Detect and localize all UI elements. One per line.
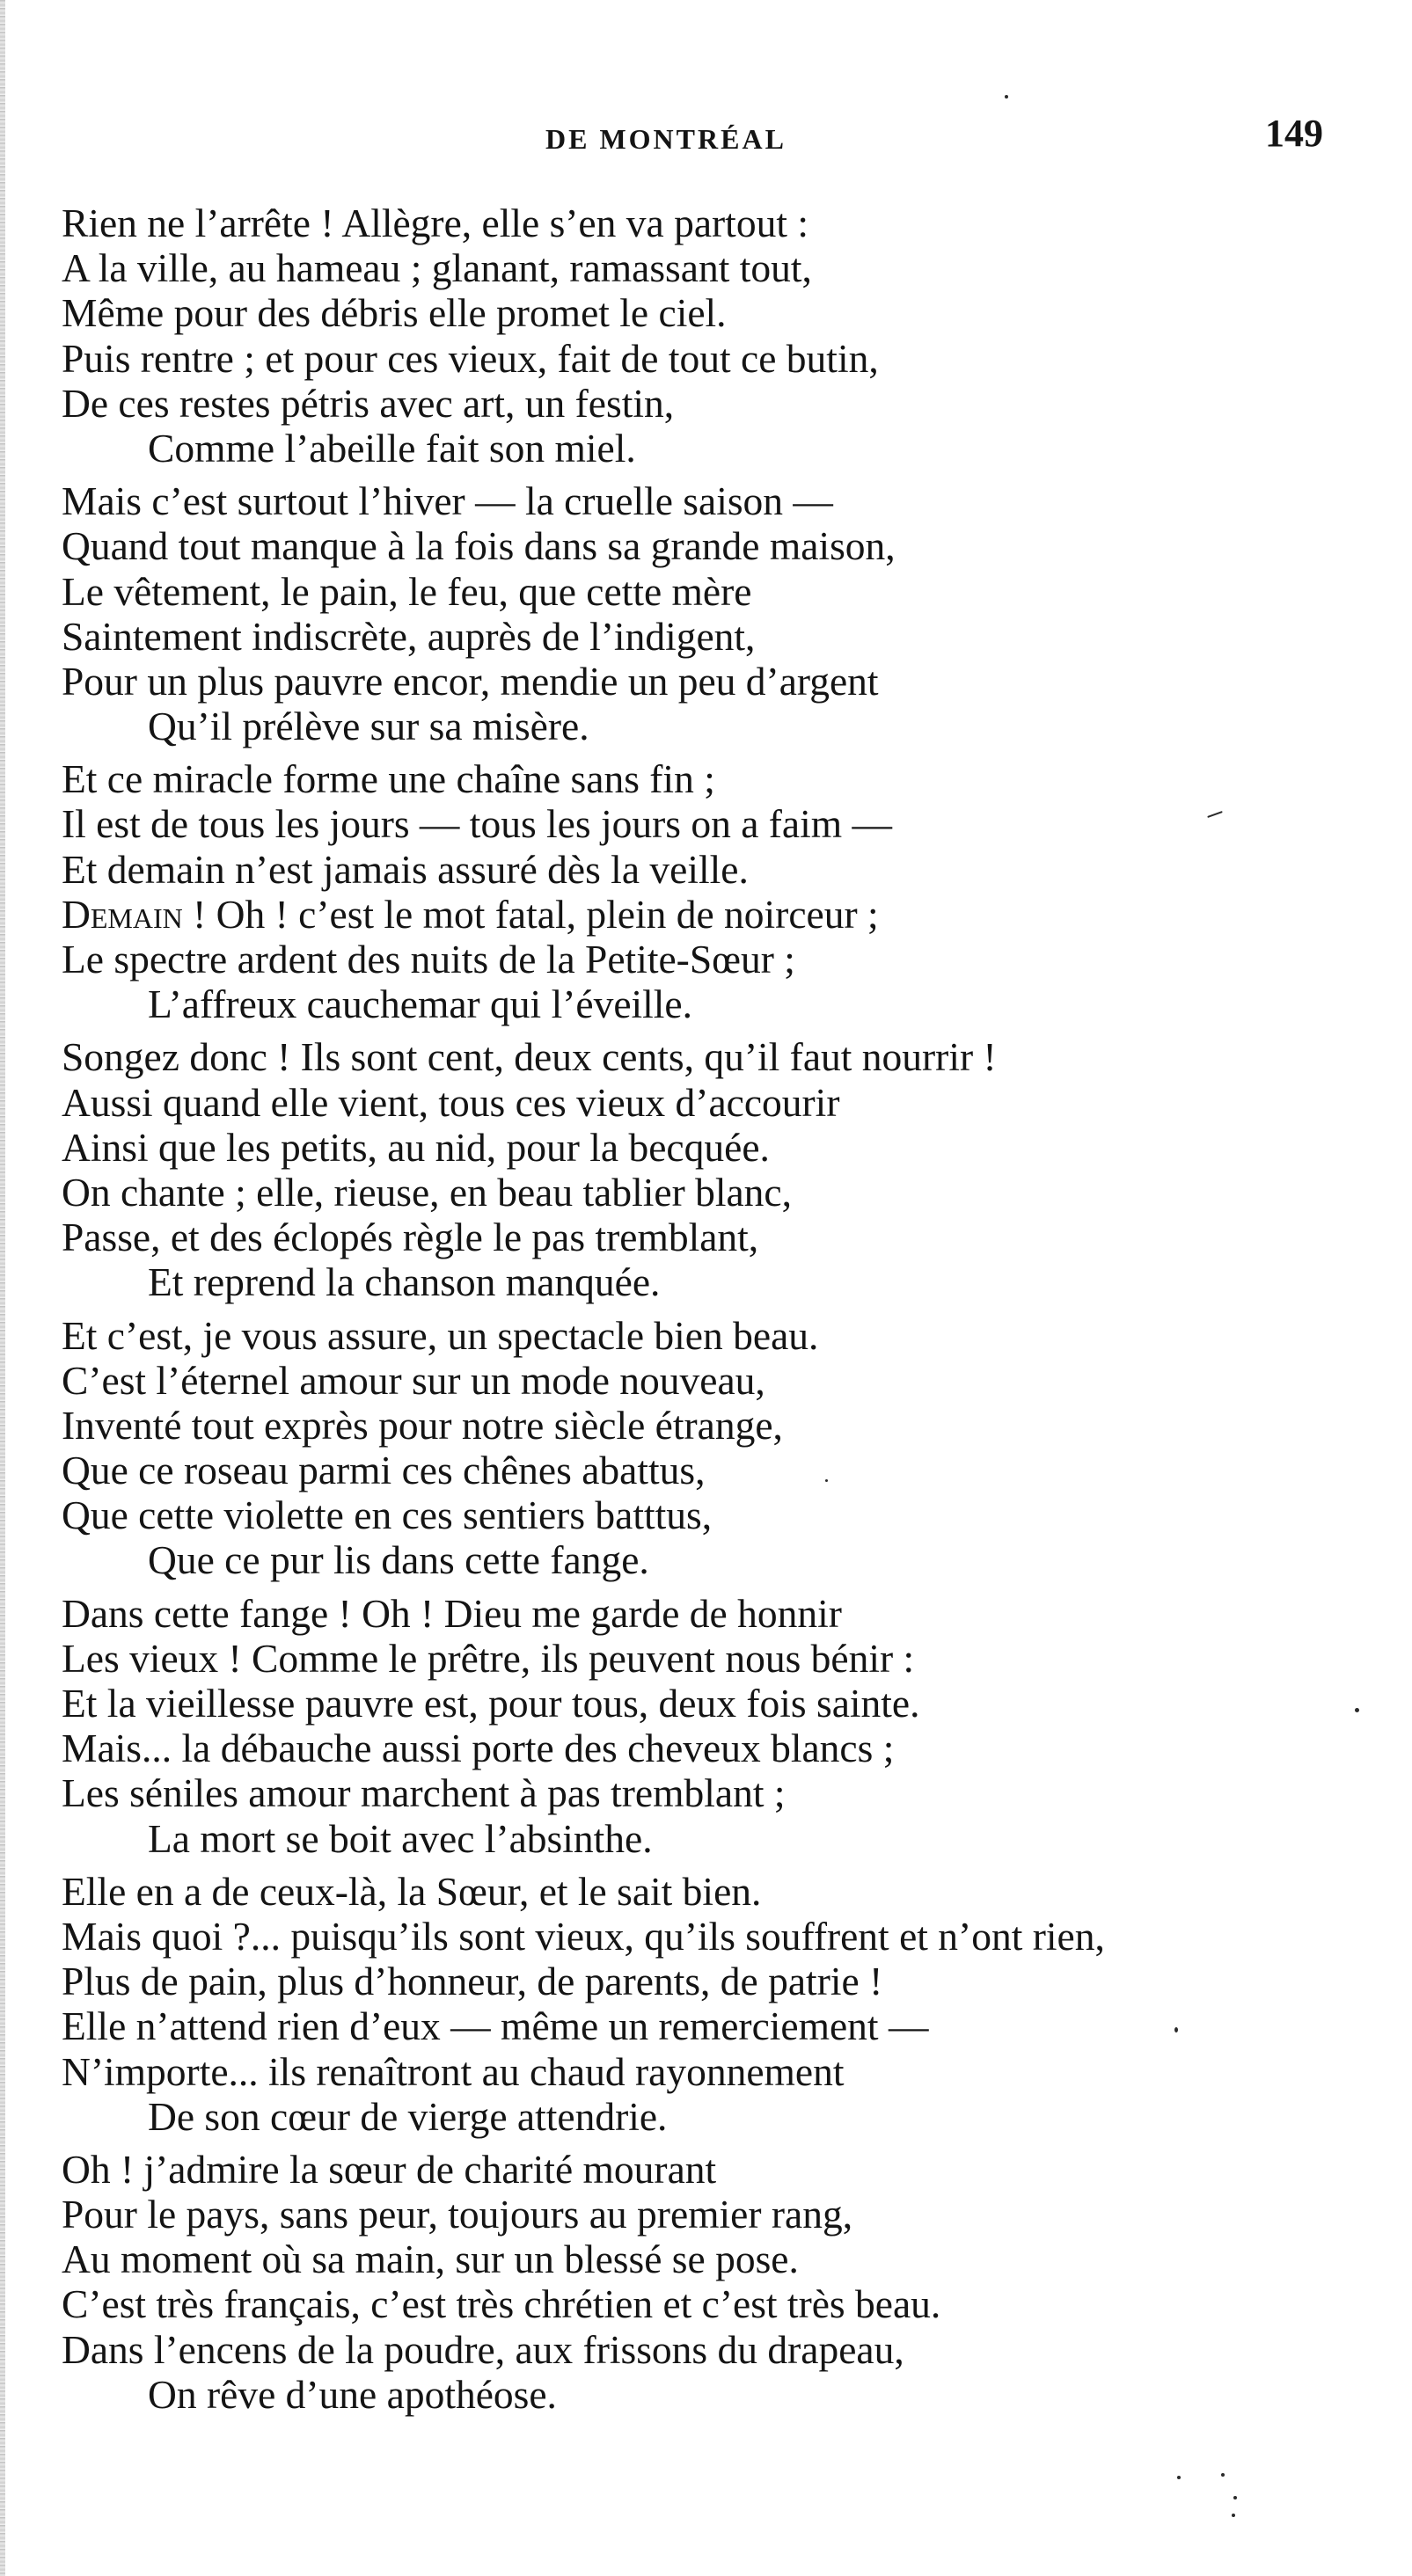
ink-speck	[1232, 2514, 1235, 2517]
verse-line: Elle n’attend rien d’eux — même un remerciement —	[62, 2003, 929, 2049]
stanza-2	[62, 478, 1381, 748]
running-head	[0, 112, 1412, 167]
verse-line: Même pour des débris elle promet le ciel.	[62, 290, 727, 336]
verse-line-refrain: Qu’il prélève sur sa misère.	[148, 704, 589, 749]
verse-line: Et demain n’est jamais assuré dès la veille.	[62, 846, 749, 892]
smallcaps-word: Demain	[62, 891, 183, 937]
verse-line: Elle en a de ceux-là, la Sœur, et le sait bien.	[62, 1868, 762, 1914]
page-gutter-edge	[0, 0, 5, 2576]
verse-line-rest: ! Oh ! c’est le mot fatal, plein de noirceur ;	[193, 891, 879, 937]
poem	[62, 201, 1381, 2425]
verse-line: Plus de pain, plus d’honneur, de parents, de patrie !	[62, 1959, 883, 2004]
verse-line: Pour un plus pauvre encor, mendie un peu d’argent	[62, 658, 879, 704]
verse-line-refrain: La mort se boit avec l’absinthe.	[148, 1815, 653, 1861]
verse-line: A la ville, au hameau ; glanant, ramassant tout,	[62, 245, 812, 291]
verse-line: Que cette violette en ces sentiers batttus,	[62, 1492, 713, 1538]
verse-line: Passe, et des éclopés règle le pas tremblant,	[62, 1215, 759, 1260]
verse-line: Dans cette fange ! Oh ! Dieu me garde de honnir	[62, 1590, 842, 1636]
verse-line: Mais quoi ?... puisqu’ils sont vieux, qu’ils souffrent et n’ont rien,	[62, 1913, 1105, 1959]
verse-line-refrain: De son cœur de vierge attendrie.	[148, 2093, 668, 2139]
verse-line: Puis rentre ; et pour ces vieux, fait de tout ce butin,	[62, 335, 879, 381]
ink-speck	[1005, 95, 1008, 99]
verse-line: Et la vieillesse pauvre est, pour tous, deux fois sainte.	[62, 1681, 920, 1726]
stanza-1	[62, 201, 1381, 471]
verse-line: Et ce miracle forme une chaîne sans fin ;	[62, 756, 715, 802]
verse-line: C’est très français, c’est très chrétien et c’est très beau.	[62, 2281, 941, 2327]
verse-line-refrain: Comme l’abeille fait son miel.	[148, 425, 636, 471]
verse-line: C’est l’éternel amour sur un mode nouveau,	[62, 1357, 765, 1403]
stanza-5	[62, 1313, 1381, 1583]
ink-speck	[1355, 1708, 1359, 1712]
ink-speck	[1233, 2496, 1237, 2499]
ink-speck	[1221, 2473, 1225, 2477]
verse-line: Rien ne l’arrête ! Allègre, elle s’en va partout :	[62, 201, 808, 245]
ink-speck	[825, 1479, 828, 1482]
verse-line: Aussi quand elle vient, tous ces vieux d’accourir	[62, 1079, 840, 1125]
verse-line: Oh ! j’admire la sœur de charité mourant	[62, 2146, 717, 2192]
stanza-8	[62, 2147, 1381, 2417]
page-number: 149	[1265, 112, 1323, 155]
verse-line: Saintement indiscrète, auprès de l’indigent,	[62, 613, 756, 659]
verse-line: Quand tout manque à la fois dans sa grande maison,	[62, 523, 896, 569]
verse-line: Les séniles amour marchent à pas tremblant ;	[62, 1770, 786, 1816]
verse-line: Inventé tout exprès pour notre siècle étrange,	[62, 1402, 783, 1448]
verse-line: Que ce roseau parmi ces chênes abattus,	[62, 1448, 706, 1493]
verse-line: Il est de tous les jours — tous les jours on a faim —	[62, 801, 893, 847]
verse-line: N’importe... ils renaîtront au chaud rayonnement	[62, 2048, 845, 2094]
verse-line: Songez donc ! Ils sont cent, deux cents, qu’il faut nourrir !	[62, 1034, 997, 1080]
ink-speck	[1177, 2476, 1181, 2479]
verse-line-demain	[62, 892, 1381, 937]
stanza-3	[62, 756, 1381, 1026]
verse-line: Mais... la débauche aussi porte des cheveux blancs ;	[62, 1726, 895, 1771]
verse-line: De ces restes pétris avec art, un festin,	[62, 380, 675, 426]
verse-line: Les vieux ! Comme le prêtre, ils peuvent nous bénir :	[62, 1635, 915, 1681]
verse-line: Pour le pays, sans peur, toujours au premier rang,	[62, 2192, 853, 2237]
stanza-6	[62, 1591, 1381, 1861]
verse-line: Mais c’est surtout l’hiver — la cruelle saison —	[62, 478, 833, 524]
verse-line: Au moment où sa main, sur un blessé se pose.	[62, 2237, 799, 2282]
stanza-7	[62, 1869, 1381, 2139]
running-title: DE MONTRÉAL	[545, 123, 786, 155]
verse-line: Et c’est, je vous assure, un spectacle bien beau.	[62, 1312, 819, 1358]
verse-line-refrain: Et reprend la chanson manquée.	[148, 1259, 661, 1305]
verse-line-refrain: On rêve d’une apothéose.	[148, 2371, 557, 2417]
verse-line: On chante ; elle, rieuse, en beau tablier blanc,	[62, 1169, 792, 1215]
verse-line: Ainsi que les petits, au nid, pour la becquée.	[62, 1124, 770, 1170]
stanza-4	[62, 1034, 1381, 1304]
verse-line-refrain: L’affreux cauchemar qui l’éveille.	[148, 982, 693, 1027]
ink-speck	[1174, 2027, 1178, 2032]
verse-line: Dans l’encens de la poudre, aux frissons du drapeau,	[62, 2326, 904, 2372]
verse-line: Le spectre ardent des nuits de la Petite-Sœur ;	[62, 937, 795, 982]
verse-line: Le vêtement, le pain, le feu, que cette mère	[62, 568, 752, 614]
verse-line-refrain: Que ce pur lis dans cette fange.	[148, 1537, 649, 1583]
